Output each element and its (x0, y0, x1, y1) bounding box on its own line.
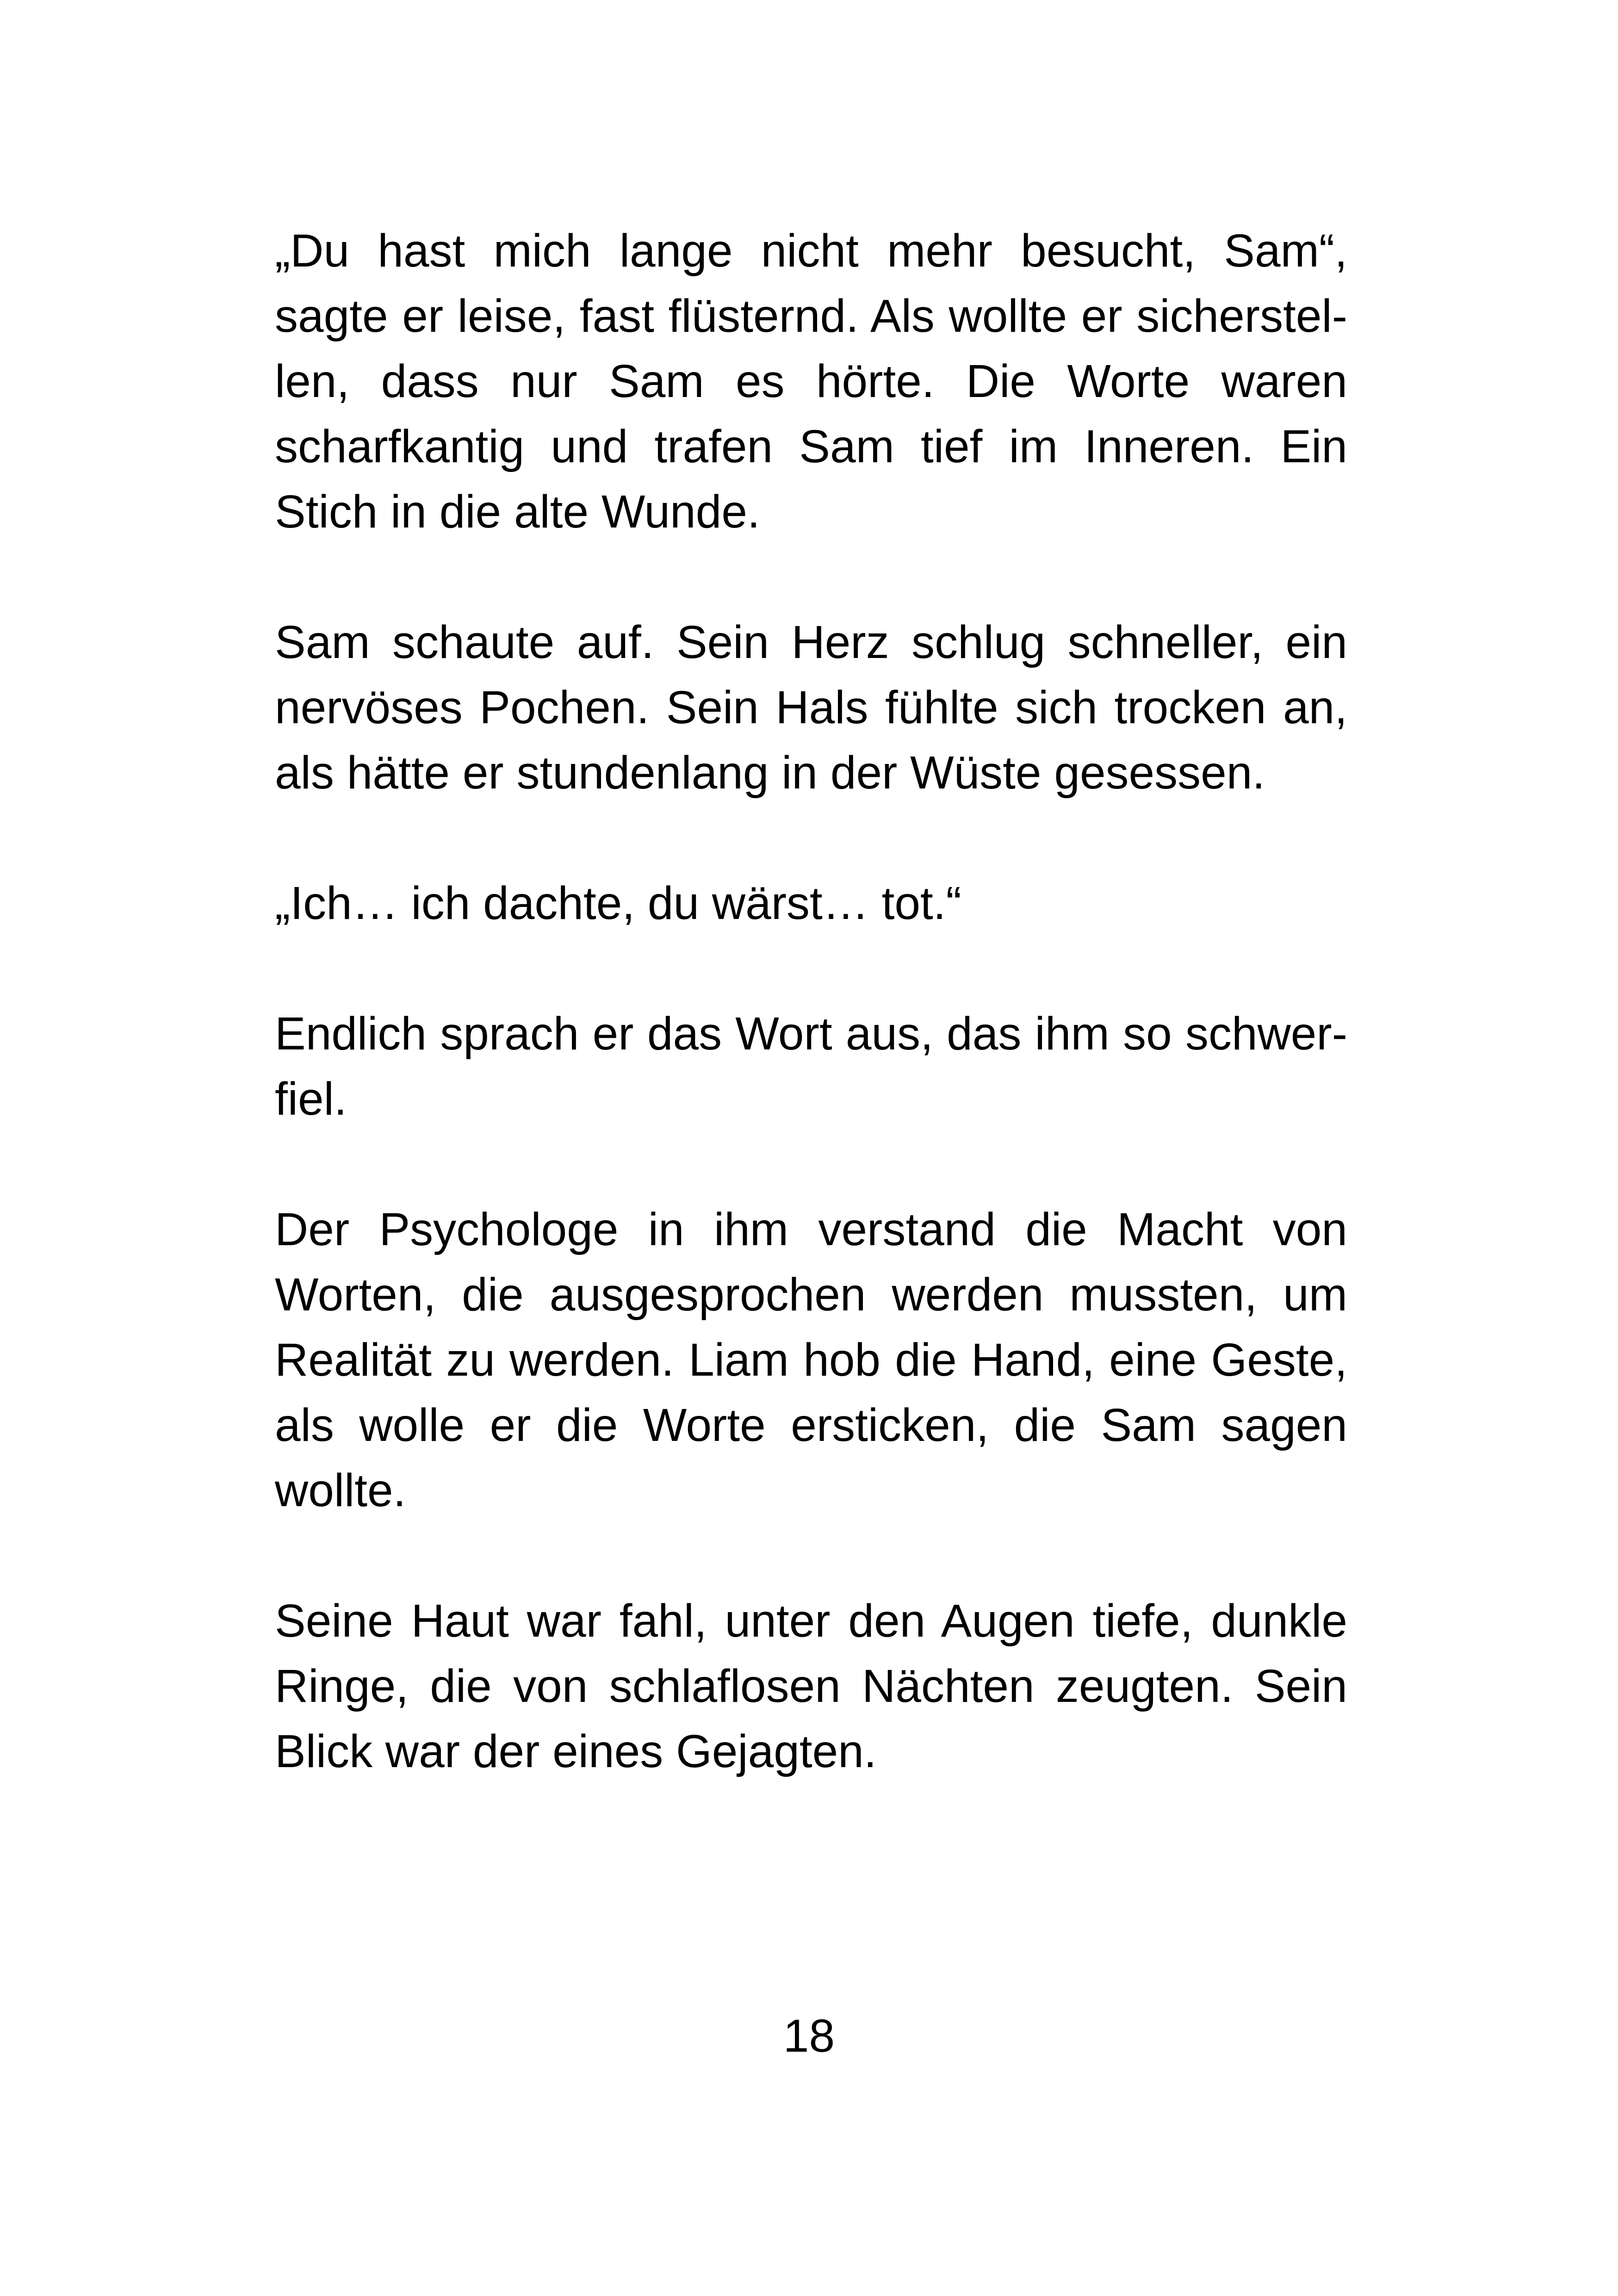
text-line: Sam schaute auf. Sein Herz schlug schneller, ein (275, 616, 1347, 668)
paragraph (275, 871, 1347, 936)
text-line: als wolle er die Worte ersticken, die Sam sagen (275, 1399, 1347, 1451)
paragraph-gap (275, 545, 1347, 610)
text-line: „Ich… ich dachte, du wärst… tot.“ (275, 877, 961, 929)
text-line: als hätte er stundenlang in der Wüste gesessen. (275, 747, 1265, 799)
text-line: Ringe, die von schlaflosen Nächten zeugten. Sein (275, 1660, 1347, 1712)
text-line: Stich in die alte Wunde. (275, 486, 760, 538)
text-line: len, dass nur Sam es hörte. Die Worte waren (275, 355, 1347, 407)
text-line: Der Psychologe in ihm verstand die Macht von (275, 1204, 1347, 1255)
text-line: fiel. (275, 1073, 347, 1125)
paragraph (275, 1589, 1347, 1784)
paragraph (275, 610, 1347, 806)
text-line: „Du hast mich lange nicht mehr besucht, Sam“, (275, 225, 1347, 277)
text-line: Endlich sprach er das Wort aus, das ihm so schwer- (275, 1008, 1347, 1060)
page-number: 18 (783, 2010, 835, 2062)
text-line: sagte er leise, fast flüsternd. Als wollte er sicherstel- (275, 290, 1347, 342)
text-line: nervöses Pochen. Sein Hals fühlte sich trocken an, (275, 682, 1347, 733)
body-text (275, 218, 1347, 1784)
text-line: Worten, die ausgesprochen werden mussten, um (275, 1269, 1347, 1321)
paragraph-gap (275, 936, 1347, 1001)
text-line: wollte. (275, 1464, 406, 1516)
text-line: Blick war der eines Gejagten. (275, 1725, 877, 1777)
paragraph (275, 1197, 1347, 1523)
text-line: scharfkantig und trafen Sam tief im Inneren. Ein (275, 421, 1347, 472)
text-line: Seine Haut war fahl, unter den Augen tiefe, dunkle (275, 1595, 1347, 1647)
paragraph-gap (275, 1523, 1347, 1589)
paragraph-gap (275, 806, 1347, 871)
paragraph-gap (275, 1132, 1347, 1197)
paragraph (275, 1001, 1347, 1132)
text-line: Realität zu werden. Liam hob die Hand, eine Geste, (275, 1334, 1347, 1386)
paragraph (275, 218, 1347, 545)
